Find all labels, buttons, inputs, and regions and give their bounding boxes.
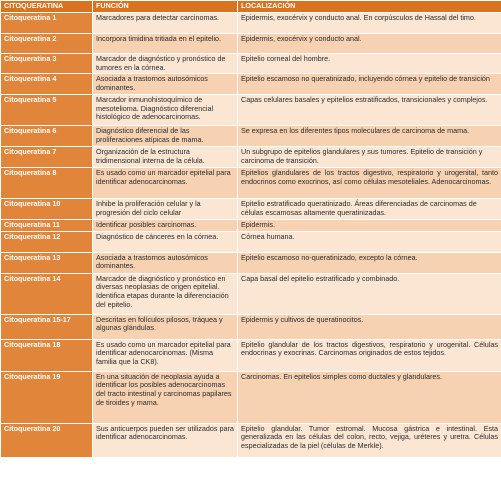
row-funcion: Asociada a trastornos autosómicos dominantes. [93,252,238,273]
table-row [1,199,501,220]
row-funcion: Organización de la estructura tridimensional interna de la célula. [93,147,238,168]
row-funcion: Incorpora timidina tritiada en el epitelio. [93,34,238,54]
table-row [1,339,501,371]
row-funcion: Marcadores para detectar carcinomas. [93,13,238,34]
table-row [1,231,501,252]
row-localizacion: Epitelio glandular. Tumor estromal. Mucosa gástrica e intestinal. Esta generalizada en las células del colon, recto, vejiga, uréteres y uretra. Células especializadas de la piel (células de Merkle). [238,423,501,457]
table-row [1,371,501,423]
row-localizacion: Epitelios glandulares de los tractos digestivo, respiratorio y urogenital, tanto endocrinos como exocrinos, así como células mesoteliales. Adenocarcinomas. [238,168,501,199]
table-row [1,252,501,273]
row-name: Citoqueratina 5 [1,95,93,126]
row-funcion: Marcador de diagnóstico y pronóstico en diversas neoplasias de origen epitelial. Identifica etapas durante la diferenciación del epitelio. [93,273,238,314]
table-row [1,126,501,147]
row-name: Citoqueratina 18 [1,339,93,371]
table-row [1,54,501,74]
row-funcion: Marcador de diagnóstico y pronóstico de tumores en la córnea. [93,54,238,74]
row-localizacion: Epidermis, exocérvix y conducto anal. [238,34,501,54]
row-name: Citoqueratina 1 [1,13,93,34]
row-name: Citoqueratina 20 [1,423,93,457]
row-funcion: Marcador inmunohistoquímico de mesotelioma. Diagnóstico diferencial histológico de adenocarcinomas. [93,95,238,126]
row-name: Citoqueratina 14 [1,273,93,314]
row-name: Citoqueratina 2 [1,34,93,54]
table-row [1,314,501,339]
row-localizacion: Epitelio glandular de los tractos digestivos, respiratorio y urogenital. Células endocrinas y exocrinas. Carcinomas originados de estos tejidos. [238,339,501,371]
row-name: Citoqueratina 12 [1,231,93,252]
row-name: Citoqueratina 19 [1,371,93,423]
row-funcion: Asociada a trastornos autosómicos dominantes. [93,74,238,95]
row-name: Citoqueratina 6 [1,126,93,147]
row-localizacion: Epidermis. [238,220,501,232]
row-localizacion: Epidermis y cultivos de queratinocitos. [238,314,501,339]
row-localizacion: Epidermis, exocérvix y conducto anal. En corpúsculos de Hassal del timo. [238,13,501,34]
row-funcion: Diagnóstico diferencial de las proliferaciones atípicas de mama. [93,126,238,147]
header-citoqueratina: CITOQUERATINA [1,1,93,13]
table-row [1,423,501,457]
row-funcion: Descritas en folículos pilosos, tráquea y algunas glándulas. [93,314,238,339]
row-name: Citoqueratina 3 [1,54,93,74]
row-name: Citoqueratina 10 [1,199,93,220]
row-localizacion: Epitelio estratificado queratinizado. Áreas diferenciadas de carcinomas de células escamosas altamente queratinizadas. [238,199,501,220]
row-name: Citoqueratina 4 [1,74,93,95]
table-row [1,95,501,126]
table-row [1,220,501,232]
row-funcion: Es usado como un marcador epitelial para identificar adenocarcinomas. [93,168,238,199]
row-name: Citoqueratina 7 [1,147,93,168]
row-funcion: Inhibe la proliferación celular y la progresión del ciclo celular [93,199,238,220]
row-localizacion: Córnea humana. [238,231,501,252]
table-row [1,168,501,199]
table-row [1,13,501,34]
row-name: Citoqueratina 13 [1,252,93,273]
table-row [1,34,501,54]
header-funcion: FUNCIÓN [93,1,238,13]
row-name: Citoqueratina 11 [1,220,93,232]
row-localizacion: Epitelio escamoso no queratinizado, incluyendo córnea y epitelio de transición [238,74,501,95]
row-localizacion: Un subgrupo de epitelios glandulares y sus tumores. Epitelio de transición y carcinoma de transición. [238,147,501,168]
row-funcion: Es usado como un marcador epitelial para identificar adenocarcinomas. (Misma familia que la CK8). [93,339,238,371]
row-localizacion: Se expresa en los diferentes tipos moleculares de carcinoma de mama. [238,126,501,147]
row-funcion: En una situación de neoplasia ayuda a identificar los posibles adenocarcinomas del tracto intestinal y carcinomas papilares de tiroides y mama. [93,371,238,423]
row-localizacion: Capas celulares basales y epitelios estratificados, transicionales y complejos. [238,95,501,126]
row-localizacion: Carcinomas. En epitelios simples como ductales y glandulares. [238,371,501,423]
header-localizacion: LOCALIZACIÓN [238,1,501,13]
table-row [1,273,501,314]
table-header-row [1,1,501,13]
row-localizacion: Epitelio corneal del hombre. [238,54,501,74]
row-name: Citoqueratina 8 [1,168,93,199]
row-localizacion: Epitelio escamoso no-queratinizado, excepto la córnea. [238,252,501,273]
row-localizacion: Capa basal del epitelio estratificado y combinado. [238,273,501,314]
row-funcion: Diagnóstico de cánceres en la córnea. [93,231,238,252]
table-row [1,147,501,168]
row-name: Citoqueratina 15-17 [1,314,93,339]
row-funcion: Sus anticuerpos pueden ser utilizados para identificar adenocarcinomas. [93,423,238,457]
table-row [1,74,501,95]
row-funcion: Identificar posibles carcinomas. [93,220,238,232]
